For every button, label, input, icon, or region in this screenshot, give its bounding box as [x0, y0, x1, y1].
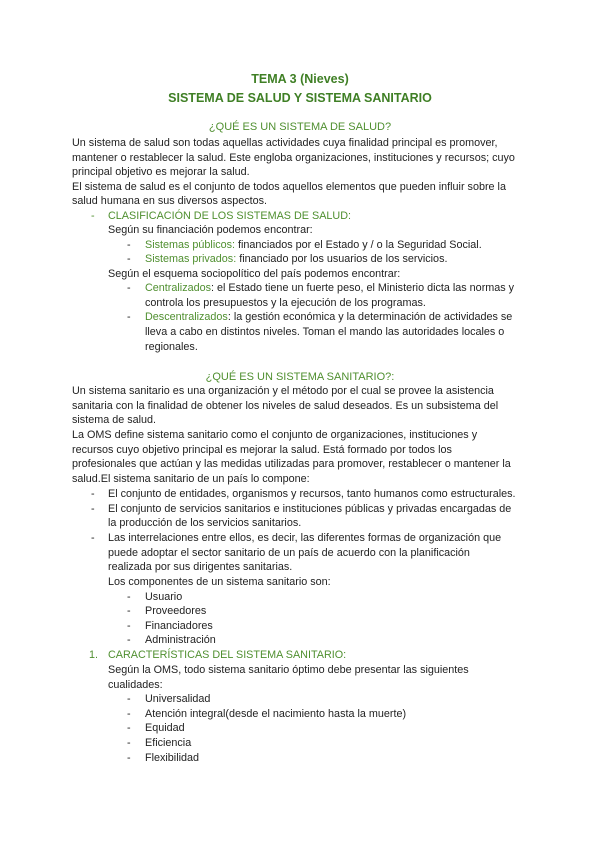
- list-item: Financiadores: [145, 620, 213, 632]
- paragraph-line: Según la OMS, todo sistema sanitario óptimo debe presentar las siguientes: [108, 664, 469, 676]
- subheading-clasificacion: CLASIFICACIÓN DE LOS SISTEMAS DE SALUD:: [108, 210, 351, 222]
- list-item-cont: regionales.: [145, 341, 198, 353]
- list-item: Flexibilidad: [145, 752, 200, 764]
- page-subtitle: SISTEMA DE SALUD Y SISTEMA SANITARIO: [168, 91, 432, 105]
- subheading-caracteristicas: CARACTERÍSTICAS DEL SISTEMA SANITARIO:: [108, 649, 347, 661]
- paragraph-line: profesionales que actúan y las medidas utilizadas para promover, restablecer o mantener la: [72, 458, 511, 470]
- list-item: Atención integral(desde el nacimiento hasta la muerte): [145, 708, 407, 720]
- dash-bullet: -: [127, 311, 131, 323]
- term-desc: : el Estado tiene un fuerte peso, el Ministerio dicta las normas y: [211, 282, 515, 294]
- dash-bullet: -: [127, 591, 131, 603]
- paragraph-line: salud humana en sus diversos aspectos.: [72, 195, 268, 207]
- dash-bullet: -: [91, 503, 95, 515]
- paragraph-line: mantener o restablecer la salud. Este engloba organizaciones, instituciones y recursos; cuyo: [72, 152, 515, 164]
- list-item: Eficiencia: [145, 737, 192, 749]
- list-intro: Los componentes de un sistema sanitario son:: [108, 576, 331, 588]
- paragraph-line: El sistema de salud es el conjunto de todos aquellos elementos que pueden influir sobre la: [72, 181, 506, 193]
- list-item-descentralizados: [145, 310, 512, 325]
- list-item: Usuario: [145, 591, 183, 603]
- dash-bullet: -: [91, 488, 95, 500]
- paragraph-line: salud.El sistema sanitario de un país lo compone:: [72, 473, 310, 485]
- dash-bullet: -: [91, 210, 95, 222]
- term: Descentralizados: [145, 311, 228, 323]
- dash-bullet: -: [127, 253, 131, 265]
- list-item-privados: [145, 252, 447, 267]
- paragraph-line: sistema de salud.: [72, 414, 157, 426]
- list-item-centralizados: [145, 281, 514, 296]
- term-desc: financiado por los usuarios de los servicios.: [236, 253, 448, 265]
- component-item-cont: la producción de los servicios sanitarios.: [108, 517, 302, 529]
- component-item: Las interrelaciones entre ellos, es decir, las diferentes formas de organización que: [108, 532, 502, 544]
- term-desc: financiados por el Estado y / o la Seguridad Social.: [235, 239, 482, 251]
- section-heading-salud: ¿QUÉ ES UN SISTEMA DE SALUD?: [208, 121, 392, 133]
- paragraph-line: La OMS define sistema sanitario como el conjunto de organizaciones, instituciones y: [72, 429, 478, 441]
- paragraph-line: sanitaria con la finalidad de obtener los niveles de salud deseados. Es un subsistema del: [72, 400, 499, 412]
- dash-bullet: -: [127, 752, 131, 764]
- list-intro: Según su financiación podemos encontrar:: [108, 224, 313, 236]
- dash-bullet: -: [127, 620, 131, 632]
- dash-bullet: -: [127, 722, 131, 734]
- list-item: Equidad: [145, 722, 185, 734]
- dash-bullet: -: [127, 708, 131, 720]
- term: Sistemas públicos:: [145, 239, 236, 251]
- paragraph-line: principal objetivo es mejorar la salud.: [72, 166, 250, 178]
- list-item: Universalidad: [145, 693, 211, 705]
- section-heading-sanitario: ¿QUÉ ES UN SISTEMA SANITARIO?:: [205, 371, 395, 383]
- term-desc: : la gestión económica y la determinación de actividades se: [227, 311, 513, 323]
- dash-bullet: -: [127, 634, 131, 646]
- paragraph-line: cualidades:: [108, 679, 163, 691]
- dash-bullet: -: [127, 605, 131, 617]
- page-title: TEMA 3 (Nieves): [251, 72, 349, 86]
- paragraph-line: Un sistema de salud son todas aquellas actividades cuya finalidad principal es promover,: [72, 137, 498, 149]
- list-intro: Según el esquema sociopolítico del país podemos encontrar:: [108, 268, 401, 280]
- paragraph-line: recursos cuyo objetivo principal es mejorar la salud. Está formado por todos los: [72, 444, 452, 456]
- component-item-cont: realizada por sus dirigentes sanitarias.: [108, 561, 293, 573]
- component-item: El conjunto de entidades, organismos y recursos, tanto humanos como estructurales.: [108, 488, 516, 500]
- component-item-cont: puede adoptar el sector sanitario de un país de acuerdo con la planificación: [108, 547, 470, 559]
- term: Centralizados: [145, 282, 212, 294]
- dash-bullet: -: [127, 239, 131, 251]
- list-item-publicos: [145, 238, 482, 253]
- dash-bullet: -: [127, 737, 131, 749]
- list-item: Proveedores: [145, 605, 207, 617]
- list-number: 1.: [89, 649, 99, 661]
- dash-bullet: -: [127, 693, 131, 705]
- list-item-cont: controla los presupuestos y la ejecución de los programas.: [145, 297, 426, 309]
- list-item: Administración: [145, 634, 216, 646]
- term: Sistemas privados:: [145, 253, 237, 265]
- dash-bullet: -: [127, 282, 131, 294]
- component-item: El conjunto de servicios sanitarios e instituciones públicas y privadas encargadas de: [108, 503, 512, 515]
- dash-bullet: -: [91, 532, 95, 544]
- paragraph-line: Un sistema sanitario es una organización y el método por el cual se provee la asistencia: [72, 385, 494, 397]
- list-item-cont: lleva a cabo en distintos niveles. Toman el mando las autoridades locales o: [145, 326, 505, 338]
